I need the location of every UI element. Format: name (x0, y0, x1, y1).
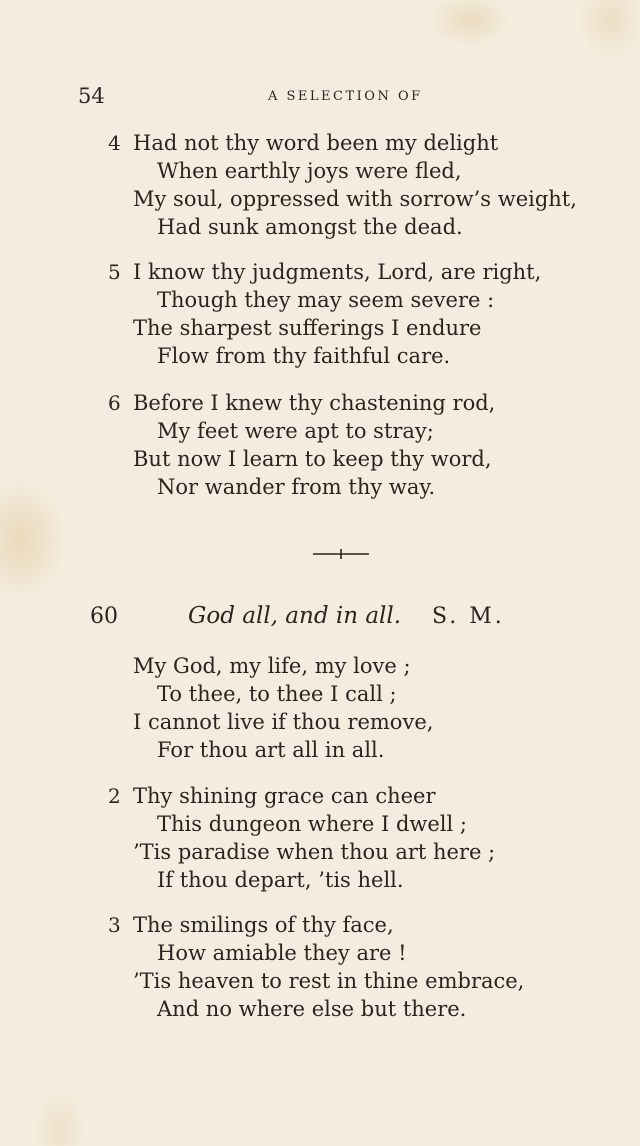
hymn-number: 60 (90, 604, 118, 629)
hymn-title: God all, and in all. (188, 603, 402, 629)
verse-line: Though they may seem severe : (157, 288, 495, 312)
stanza-number: 5 (108, 260, 121, 284)
verse-line: Flow from thy faithful care. (157, 344, 451, 368)
verse-line: Before I knew thy chastening rod, (133, 391, 496, 415)
running-head (0, 84, 640, 114)
verse-line: This dungeon where I dwell ; (157, 812, 467, 836)
verse-line: ’Tis heaven to rest in thine embrace, (133, 969, 525, 993)
hymn-meter: S. M. (432, 604, 505, 629)
verse-line: Had not thy word been my delight (133, 131, 499, 155)
verse-line: My God, my life, my love ; (133, 654, 411, 678)
ornament-divider (311, 547, 371, 561)
stanza-number: 4 (108, 131, 121, 155)
verse-line: I know thy judgments, Lord, are right, (133, 260, 542, 284)
hymn-heading (0, 602, 640, 636)
verse-line: The smilings of thy face, (133, 913, 394, 937)
verse-line: When earthly joys were fled, (157, 159, 462, 183)
verse-line: But now I learn to keep thy word, (133, 447, 492, 471)
verse-line: I cannot live if thou remove, (133, 710, 434, 734)
verse-line: Nor wander from thy way. (157, 475, 436, 499)
stanza-number: 3 (108, 913, 121, 937)
verse-line: Had sunk amongst the dead. (157, 215, 463, 239)
verse-line: For thou art all in all. (157, 738, 385, 762)
verse-line: My soul, oppressed with sorrow’s weight, (133, 187, 577, 211)
verse-line: If thou depart, ’tis hell. (157, 868, 404, 892)
verse-line: My feet were apt to stray; (157, 419, 434, 443)
stanza-number: 6 (108, 391, 121, 415)
running-title: A SELECTION OF (268, 89, 423, 104)
verse-line: And no where else but there. (157, 997, 467, 1021)
page-number: 54 (78, 84, 105, 108)
verse-line: ’Tis paradise when thou art here ; (133, 840, 496, 864)
verse-line: To thee, to thee I call ; (157, 682, 397, 706)
verse-line: The sharpest sufferings I endure (133, 316, 482, 340)
stanza-number: 2 (108, 784, 121, 808)
verse-line: Thy shining grace can cheer (133, 784, 436, 808)
verse-line: How amiable they are ! (157, 941, 407, 965)
